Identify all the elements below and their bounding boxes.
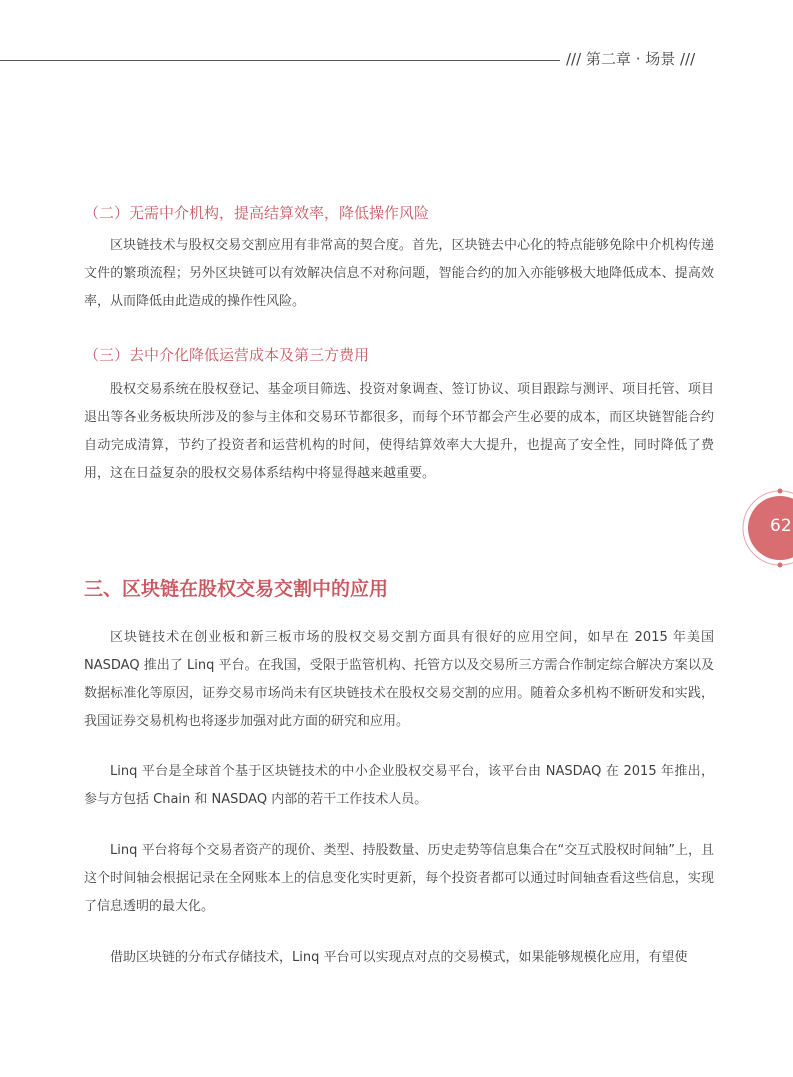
section-3-paragraph: 区块链技术在创业板和新三板市场的股权交易交割方面具有很好的应用空间，如早在 2015 年美国 NASDAQ 推出了 Linq 平台。在我国，受限于监管机构、托管方以及交易所三方需合作制定综合解决方案以及数据标准化等原因，证券交易市场尚未有区块链技术在股权交易交割的应用。随着众多机构不断研发和实践，我国证券交易机构也将逐步加强对此方面的研究和应用。	[84, 630, 714, 729]
section-3-title: 三、区块链在股权交易交割中的应用	[84, 578, 389, 600]
section-3-paragraph: 借助区块链的分布式存储技术，Linq 平台可以实现点对点的交易模式，如果能够规模化应用，有望使	[110, 950, 688, 965]
page-number: 62	[770, 516, 792, 536]
subsection-3-paragraph: 股权交易系统在股权登记、基金项目筛选、投资对象调查、签订协议、项目跟踪与测评、项目托管、项目退出等各业务板块所涉及的参与主体和交易环节都很多，而每个环节都会产生必要的成本，而区块链智能合约自动完成清算，节约了投资者和运营机构的时间，使得结算效率大大提升，也提高了安全性，同时降低了费用，这在日益复杂的股权交易体系结构中将显得越来越重要。	[84, 382, 714, 481]
subsection-2-heading: （二）无需中介机构，提高结算效率，降低操作风险	[84, 204, 430, 222]
subsection-2-paragraph: 区块链技术与股权交易交割应用有非常高的契合度。首先，区块链去中心化的特点能够免除中介机构传递文件的繁琐流程；另外区块链可以有效解决信息不对称问题，智能合约的加入亦能够极大地降低成本、提高效率，从而降低由此造成的操作性风险。	[84, 238, 714, 309]
section-3-paragraph: Linq 平台是全球首个基于区块链技术的中小企业股权交易平台，该平台由 NASDAQ 在 2015 年推出，参与方包括 Chain 和 NASDAQ 内部的若干工作技术人员。	[84, 764, 714, 807]
section-3-paragraph: Linq 平台将每个交易者资产的现价、类型、持股数量、历史走势等信息集合在“交互式股权时间轴”上，且这个时间轴会根据记录在全网账本上的信息变化实时更新，每个投资者都可以通过时间轴查看这些信息，实现了信息透明的最大化。	[84, 843, 714, 914]
subsection-3-heading: （三）去中介化降低运营成本及第三方费用	[84, 346, 370, 364]
chapter-title: /// 第二章 · 场景 ///	[566, 50, 696, 68]
header-rule	[0, 60, 560, 61]
